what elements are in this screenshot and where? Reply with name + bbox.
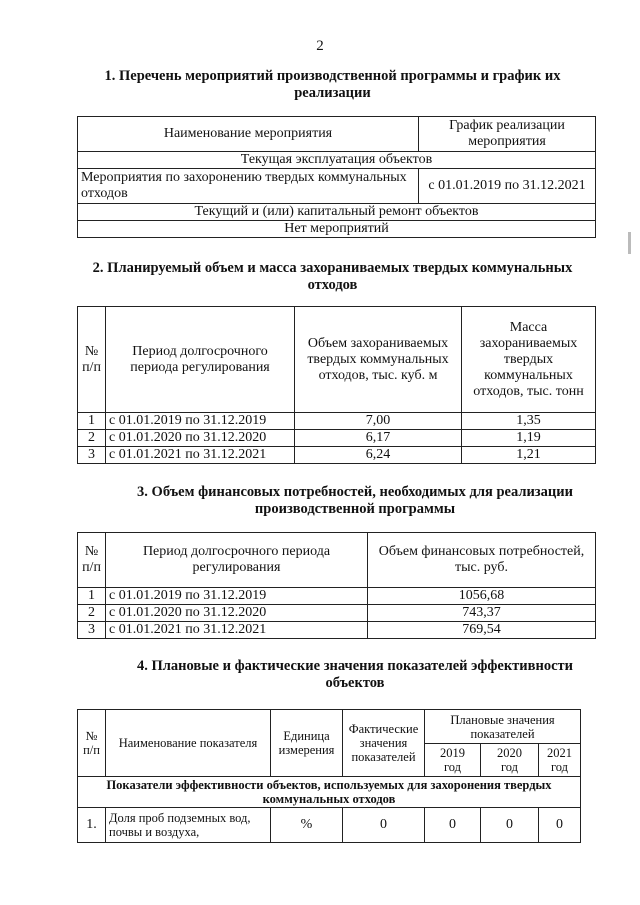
row-mass: 1,21 — [462, 447, 596, 464]
col-mass: Масса захораниваемых твердых коммунальных отходов, тыс. тонн — [462, 307, 596, 413]
row-finance: 743,37 — [368, 605, 596, 622]
col-unit: Единица измерения — [271, 710, 343, 777]
col-finance: Объем финансовых потребностей, тыс. руб. — [368, 533, 596, 588]
row-mass: 1,35 — [462, 413, 596, 430]
table-row — [78, 169, 596, 204]
row-2020: 0 — [481, 808, 539, 843]
section4-title-line2: объектов — [325, 675, 385, 691]
row-period: с 01.01.2019 по 31.12.2019 — [106, 413, 295, 430]
section2-title-line2: отходов — [307, 277, 358, 293]
row-num: 1 — [78, 413, 106, 430]
table-row — [78, 221, 596, 238]
section1-title-line1: 1. Перечень мероприятий производственной программы и график их — [104, 68, 561, 84]
row-num: 3 — [78, 447, 106, 464]
col-year-2020 — [481, 744, 539, 777]
row-volume: 6,24 — [295, 447, 462, 464]
group-row — [78, 777, 581, 808]
group-indicators-title: Показатели эффективности объектов, используемых для захоронения твердых коммунальных отходов — [78, 777, 581, 808]
col-activity-name: Наименование мероприятия — [78, 117, 419, 152]
section1-title-line2: реализации — [294, 85, 371, 101]
section2-title — [60, 260, 605, 294]
year-suffix: год — [550, 760, 569, 774]
section3-title-line2: производственной программы — [254, 501, 456, 517]
col-planned: Плановые значения показателей — [425, 710, 581, 744]
activity-name: Мероприятия по захоронению твердых коммунальных отходов — [78, 169, 419, 204]
section4-title — [100, 658, 610, 692]
year-label: 2019 — [440, 746, 465, 760]
efficiency-table — [77, 709, 581, 843]
row-num: 2 — [78, 430, 106, 447]
table-row — [78, 413, 596, 430]
col-num: № п/п — [78, 307, 106, 413]
row-2019: 0 — [425, 808, 481, 843]
row-period: с 01.01.2020 по 31.12.2020 — [106, 430, 295, 447]
row-indicator-name: Доля проб подземных вод, почвы и воздуха, — [106, 808, 271, 843]
table-row — [78, 430, 596, 447]
col-indicator-name: Наименование показателя — [106, 710, 271, 777]
year-suffix: год — [500, 760, 519, 774]
row-finance: 769,54 — [368, 622, 596, 639]
scan-edge-mark — [628, 232, 631, 254]
row-finance: 1056,68 — [368, 588, 596, 605]
row-num: 3 — [78, 622, 106, 639]
section2-title-line1: 2. Планируемый объем и масса захораниваемых твердых коммунальных — [92, 260, 573, 276]
finance-table — [77, 532, 596, 639]
col-period: Период долгосрочного периода регулирования — [106, 307, 295, 413]
row-num: 2 — [78, 605, 106, 622]
year-label: 2020 — [497, 746, 522, 760]
row-volume: 6,17 — [295, 430, 462, 447]
table-row — [78, 808, 581, 843]
col-num: № п/п — [78, 533, 106, 588]
section3-title — [100, 484, 610, 518]
page-number: 2 — [316, 38, 324, 54]
year-suffix: год — [443, 760, 462, 774]
col-volume: Объем захораниваемых твердых коммунальных отходов, тыс. куб. м — [295, 307, 462, 413]
no-activities: Нет мероприятий — [78, 221, 596, 238]
activities-table — [77, 116, 596, 238]
table-row — [78, 588, 596, 605]
table-header-row — [78, 307, 596, 413]
table-row — [78, 605, 596, 622]
table-header-row — [78, 710, 581, 744]
row-period: с 01.01.2021 по 31.12.2021 — [106, 622, 368, 639]
row-mass: 1,19 — [462, 430, 596, 447]
table-header-row — [78, 117, 596, 152]
row-num: 1. — [78, 808, 106, 843]
col-year-2021 — [539, 744, 581, 777]
year-label: 2021 — [547, 746, 572, 760]
table-row — [78, 447, 596, 464]
col-schedule: График реализации мероприятия — [419, 117, 596, 152]
section1-title — [60, 68, 605, 102]
group-row — [78, 204, 596, 221]
col-num: № п/п — [78, 710, 106, 777]
row-num: 1 — [78, 588, 106, 605]
col-actual: Фактические значения показателей — [343, 710, 425, 777]
row-volume: 7,00 — [295, 413, 462, 430]
section4-title-line1: 4. Плановые и фактические значения показателей эффективности — [136, 658, 573, 674]
row-2021: 0 — [539, 808, 581, 843]
table-row — [78, 622, 596, 639]
col-period: Период долгосрочного периода регулирования — [106, 533, 368, 588]
row-period: с 01.01.2020 по 31.12.2020 — [106, 605, 368, 622]
row-period: с 01.01.2021 по 31.12.2021 — [106, 447, 295, 464]
table-header-row — [78, 533, 596, 588]
row-period: с 01.01.2019 по 31.12.2019 — [106, 588, 368, 605]
row-actual: 0 — [343, 808, 425, 843]
group-repair: Текущий и (или) капитальный ремонт объектов — [78, 204, 596, 221]
section3-title-line1: 3. Объем финансовых потребностей, необходимых для реализации — [137, 484, 573, 500]
group-current-operation: Текущая эксплуатация объектов — [78, 152, 596, 169]
col-year-2019 — [425, 744, 481, 777]
row-unit: % — [271, 808, 343, 843]
waste-volume-table — [77, 306, 596, 464]
group-row — [78, 152, 596, 169]
activity-schedule: с 01.01.2019 по 31.12.2021 — [419, 169, 596, 204]
